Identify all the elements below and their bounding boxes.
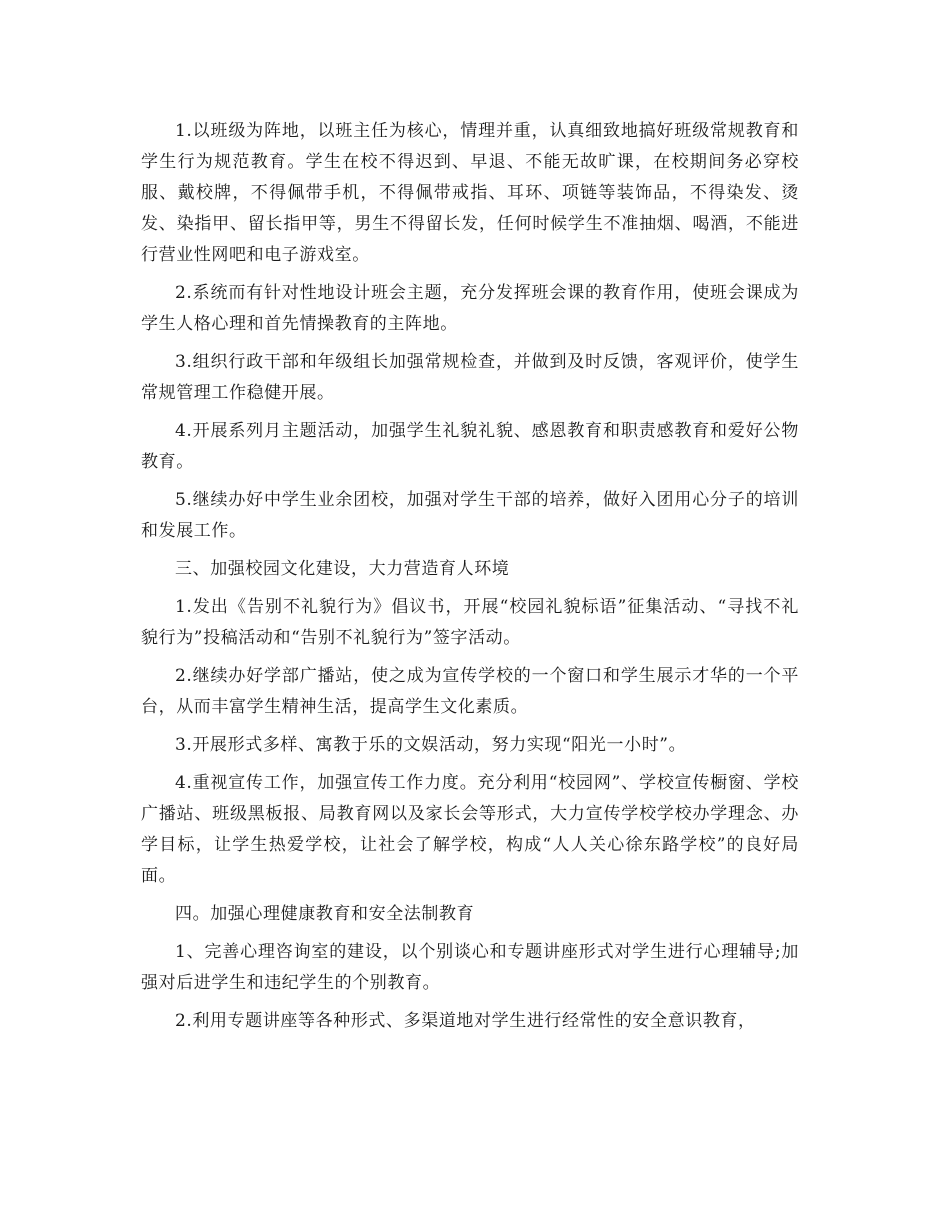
paragraph-youth-league-school: 5.继续办好中学生业余团校，加强对学生干部的培养，做好入团用心分子的培训和发展工作。 bbox=[141, 490, 799, 541]
section-heading-campus-culture: 三、加强校园文化建设，大力营造育人环境 bbox=[175, 559, 510, 579]
paragraph-safety-education: 2.利用专题讲座等各种形式、多渠道地对学生进行经常性的安全意识教育， bbox=[175, 1011, 756, 1031]
paragraph-broadcast-station: 2.继续办好学部广播站，使之成为宣传学校的一个窗口和学生展示才华的一个平台，从而丰富学生精神生活，提高学生文化素质。 bbox=[141, 666, 799, 717]
section-heading-mental-health: 四。加强心理健康教育和安全法制教育 bbox=[175, 904, 475, 924]
paragraph-routine-inspection: 3.组织行政干部和年级组长加强常规检查，并做到及时反馈，客观评价，使学生常规管理工作稳健开展。 bbox=[141, 352, 799, 403]
paragraph-politeness-initiative: 1.发出《告别不礼貌行为》倡议书，开展“校园礼貌标语”征集活动、“寻找不礼貌行为”投稿活动和“告别不礼貌行为”签字活动。 bbox=[141, 597, 799, 648]
paragraph-counseling-room: 1、完善心理咨询室的建设，以个别谈心和专题讲座形式对学生进行心理辅导;加强对后进学生和违纪学生的个别教育。 bbox=[141, 942, 799, 993]
paragraph-class-meeting-theme: 2.系统而有针对性地设计班会主题，充分发挥班会课的教育作用，使班会课成为学生人格心理和首先情操教育的主阵地。 bbox=[141, 283, 799, 334]
document-page bbox=[141, 116, 799, 1044]
paragraph-recreational-activities: 3.开展形式多样、寓教于乐的文娱活动，努力实现“阳光一小时”。 bbox=[175, 735, 687, 755]
paragraph-monthly-activities: 4.开展系列月主题活动，加强学生礼貌礼貌、感恩教育和职责感教育和爱好公物教育。 bbox=[141, 421, 799, 472]
paragraph-publicity-work: 4.重视宣传工作，加强宣传工作力度。充分利用“校园网”、学校宣传橱窗、学校广播站、班级黑板报、局教育网以及家长会等形式，大力宣传学校学校办学理念、办学目标，让学生热爱学校，让社会了解学校，构成“人人关心徐东路学校”的良好局面。 bbox=[141, 773, 799, 886]
paragraph-class-routine-education: 1.以班级为阵地，以班主任为核心，情理并重，认真细致地搞好班级常规教育和学生行为规范教育。学生在校不得迟到、早退、不能无故旷课，在校期间务必穿校服、戴校牌，不得佩带手机，不得佩带戒指、耳环、项链等装饰品，不得染发、烫发、染指甲、留长指甲等，男生不得留长发，任何时候学生不准抽烟、喝酒，不能进行营业性网吧和电子游戏室。 bbox=[141, 121, 799, 265]
